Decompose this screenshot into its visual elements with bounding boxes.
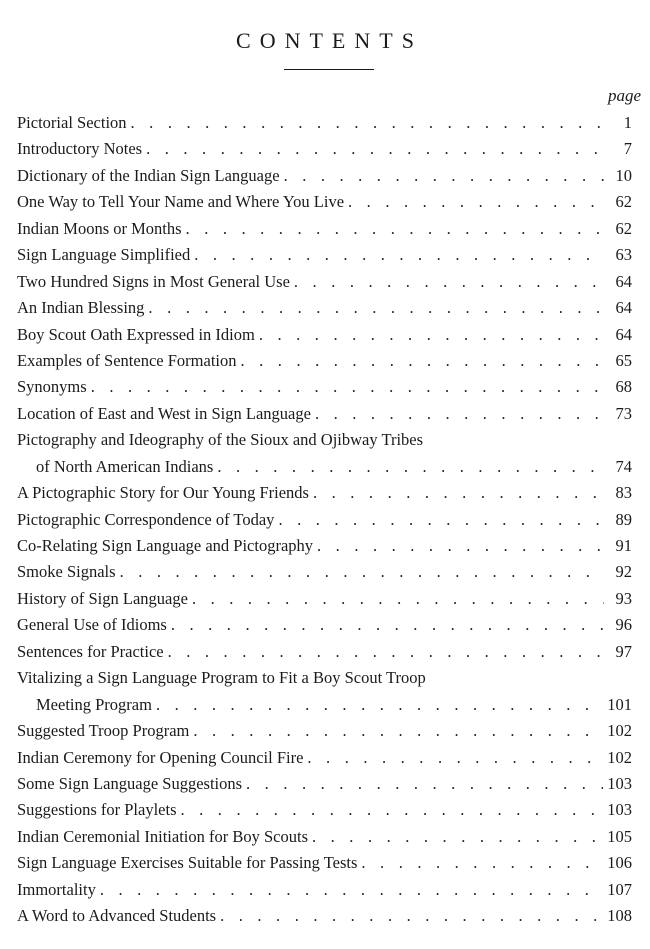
toc-entry[interactable]: [17, 480, 632, 506]
toc-entry-leader-line: [17, 877, 632, 903]
dot-leader: [313, 480, 604, 506]
dot-leader: [192, 586, 604, 612]
toc-entry-leader-line: [17, 559, 632, 585]
toc-entry-page-number: 64: [604, 269, 632, 295]
toc-entry-title-line: [17, 665, 632, 691]
toc-entry-title: Indian Moons or Months: [17, 216, 186, 242]
toc-entry-title: Location of East and West in Sign Language: [17, 401, 315, 427]
toc-entry-page-number: 64: [604, 322, 632, 348]
toc-entry-title: Suggested Troop Program: [17, 718, 193, 744]
toc-entry[interactable]: [17, 242, 632, 268]
toc-entry-leader-line: [17, 507, 632, 533]
dot-leader: [156, 692, 603, 718]
toc-entry-page-number: 68: [604, 374, 632, 400]
toc-entry-leader-line: [36, 454, 632, 480]
toc-entry[interactable]: [17, 850, 632, 876]
toc-entry-title: An Indian Blessing: [17, 295, 148, 321]
dot-leader: [120, 559, 604, 585]
toc-entry-page-number: 91: [604, 533, 632, 559]
toc-entry-page-number: 103: [603, 771, 632, 797]
toc-entry-leader-line: [17, 771, 632, 797]
toc-entry[interactable]: [17, 665, 632, 718]
toc-entry-title: Some Sign Language Suggestions: [17, 771, 246, 797]
toc-entry-page-number: 65: [604, 348, 632, 374]
toc-entry-leader-line: [17, 374, 632, 400]
toc-entry-title: Smoke Signals: [17, 559, 120, 585]
dot-leader: [294, 269, 604, 295]
dot-leader: [168, 639, 604, 665]
toc-entry[interactable]: [17, 136, 632, 162]
toc-entry[interactable]: [17, 348, 632, 374]
toc-entry[interactable]: [17, 189, 632, 215]
toc-entry[interactable]: [17, 507, 632, 533]
toc-entry-page-number: 83: [604, 480, 632, 506]
dot-leader: [317, 533, 604, 559]
toc-entry-leader-line: [17, 269, 632, 295]
toc-entry-page-number: 1: [604, 110, 632, 136]
toc-entry-title: Suggestions for Playlets: [17, 797, 181, 823]
toc-entry-page-number: 108: [603, 903, 632, 929]
toc-entry-page-number: 10: [604, 163, 632, 189]
toc-entry-leader-line: [36, 692, 632, 718]
toc-entry[interactable]: [17, 639, 632, 665]
toc-entry-title: Two Hundred Signs in Most General Use: [17, 269, 294, 295]
dot-leader: [312, 824, 603, 850]
toc-entry[interactable]: [17, 745, 632, 771]
toc-entry-title: Indian Ceremony for Opening Council Fire: [17, 745, 307, 771]
toc-entry[interactable]: [17, 612, 632, 638]
toc-entry-page-number: 89: [604, 507, 632, 533]
dot-leader: [146, 136, 604, 162]
dot-leader: [315, 401, 604, 427]
toc-entry[interactable]: [17, 903, 632, 929]
dot-leader: [241, 348, 605, 374]
toc-entry-leader-line: [17, 216, 632, 242]
toc-entry-title: General Use of Idioms: [17, 612, 171, 638]
toc-entry-page-number: 62: [604, 189, 632, 215]
toc-entry-title: Introductory Notes: [17, 136, 146, 162]
toc-entry-page-number: 93: [604, 586, 632, 612]
toc-entry[interactable]: [17, 824, 632, 850]
toc-entry[interactable]: [17, 797, 632, 823]
toc-entry-leader-line: [17, 110, 632, 136]
toc-entry-leader-line: [17, 612, 632, 638]
dot-leader: [278, 507, 604, 533]
toc-entry-title-continued: of North American Indians: [36, 454, 217, 480]
toc-entry-leader-line: [17, 745, 632, 771]
toc-entry-leader-line: [17, 189, 632, 215]
toc-entry[interactable]: [17, 163, 632, 189]
toc-entry[interactable]: [17, 216, 632, 242]
dot-leader: [181, 797, 604, 823]
dot-leader: [194, 242, 604, 268]
toc-entry-page-number: 102: [603, 718, 632, 744]
toc-entry-leader-line: [17, 718, 632, 744]
toc-entry[interactable]: [17, 559, 632, 585]
title-rule: [284, 69, 374, 70]
toc-entry-leader-line: [17, 295, 632, 321]
dot-leader: [186, 216, 604, 242]
toc-entry-title: Sign Language Simplified: [17, 242, 194, 268]
toc-entry-title: Pictorial Section: [17, 110, 131, 136]
toc-entry-title: Examples of Sentence Formation: [17, 348, 241, 374]
toc-entry[interactable]: [17, 771, 632, 797]
dot-leader: [259, 322, 604, 348]
toc-entry-page-number: 74: [604, 454, 632, 480]
toc-entry-page-number: 63: [604, 242, 632, 268]
dot-leader: [91, 374, 604, 400]
toc-entry-leader-line: [17, 903, 632, 929]
dot-leader: [220, 903, 603, 929]
table-of-contents: [17, 110, 632, 930]
toc-entry-page-number: 7: [604, 136, 632, 162]
toc-entry[interactable]: [17, 295, 632, 321]
toc-entry-title: Immortality: [17, 877, 100, 903]
dot-leader: [148, 295, 604, 321]
toc-entry-page-number: 107: [603, 877, 632, 903]
toc-entry[interactable]: [17, 322, 632, 348]
toc-entry-leader-line: [17, 322, 632, 348]
dot-leader: [348, 189, 604, 215]
toc-entry-title: Pictographic Correspondence of Today: [17, 507, 278, 533]
toc-entry[interactable]: [17, 269, 632, 295]
toc-entry-title-line: [17, 427, 632, 453]
dot-leader: [246, 771, 603, 797]
toc-entry[interactable]: [17, 401, 632, 427]
dot-leader: [284, 163, 604, 189]
toc-entry-leader-line: [17, 242, 632, 268]
toc-entry-leader-line: [17, 348, 632, 374]
toc-entry-title: A Word to Advanced Students: [17, 903, 220, 929]
toc-entry-title-continued: Meeting Program: [36, 692, 156, 718]
toc-entry-title: One Way to Tell Your Name and Where You Live: [17, 189, 348, 215]
toc-entry-title: Pictography and Ideography of the Sioux and Ojibway Tribes: [17, 430, 427, 449]
toc-entry-leader-line: [17, 401, 632, 427]
toc-entry-leader-line: [17, 824, 632, 850]
toc-entry-leader-line: [17, 850, 632, 876]
toc-entry[interactable]: [17, 427, 632, 480]
toc-entry-page-number: 103: [603, 797, 632, 823]
toc-entry-leader-line: [17, 136, 632, 162]
toc-entry-title: Sentences for Practice: [17, 639, 168, 665]
toc-entry-page-number: 73: [604, 401, 632, 427]
toc-entry[interactable]: [17, 586, 632, 612]
toc-entry-title: A Pictographic Story for Our Young Friends: [17, 480, 313, 506]
toc-entry-leader-line: [17, 533, 632, 559]
toc-entry-title: Co-Relating Sign Language and Pictography: [17, 533, 317, 559]
dot-leader: [100, 877, 603, 903]
toc-entry-page-number: 106: [603, 850, 632, 876]
toc-entry[interactable]: [17, 533, 632, 559]
toc-entry[interactable]: [17, 110, 632, 136]
toc-entry-page-number: 96: [604, 612, 632, 638]
dot-leader: [217, 454, 604, 480]
toc-entry-title: Sign Language Exercises Suitable for Passing Tests: [17, 850, 361, 876]
page-title: CONTENTS: [236, 28, 423, 53]
dot-leader: [361, 850, 603, 876]
toc-entry-page-number: 62: [604, 216, 632, 242]
toc-entry-title: Synonyms: [17, 374, 91, 400]
toc-entry-leader-line: [17, 639, 632, 665]
toc-entry-leader-line: [17, 163, 632, 189]
toc-entry-page-number: 97: [604, 639, 632, 665]
dot-leader: [131, 110, 604, 136]
toc-entry-page-number: 105: [603, 824, 632, 850]
toc-entry-title: History of Sign Language: [17, 586, 192, 612]
toc-entry-page-number: 92: [604, 559, 632, 585]
dot-leader: [171, 612, 604, 638]
toc-entry-leader-line: [17, 480, 632, 506]
toc-entry-page-number: 64: [604, 295, 632, 321]
toc-entry[interactable]: [17, 877, 632, 903]
toc-entry-title: Dictionary of the Indian Sign Language: [17, 163, 284, 189]
page-column-label: page: [607, 86, 641, 105]
toc-entry-title: Boy Scout Oath Expressed in Idiom: [17, 322, 259, 348]
toc-entry[interactable]: [17, 374, 632, 400]
dot-leader: [307, 745, 603, 771]
toc-entry-title: Indian Ceremonial Initiation for Boy Scouts: [17, 824, 312, 850]
dot-leader: [193, 718, 603, 744]
toc-entry[interactable]: [17, 718, 632, 744]
toc-entry-page-number: 102: [603, 745, 632, 771]
toc-entry-page-number: 101: [603, 692, 632, 718]
toc-entry-leader-line: [17, 586, 632, 612]
toc-entry-leader-line: [17, 797, 632, 823]
toc-entry-title: Vitalizing a Sign Language Program to Fit a Boy Scout Troop: [17, 668, 430, 687]
